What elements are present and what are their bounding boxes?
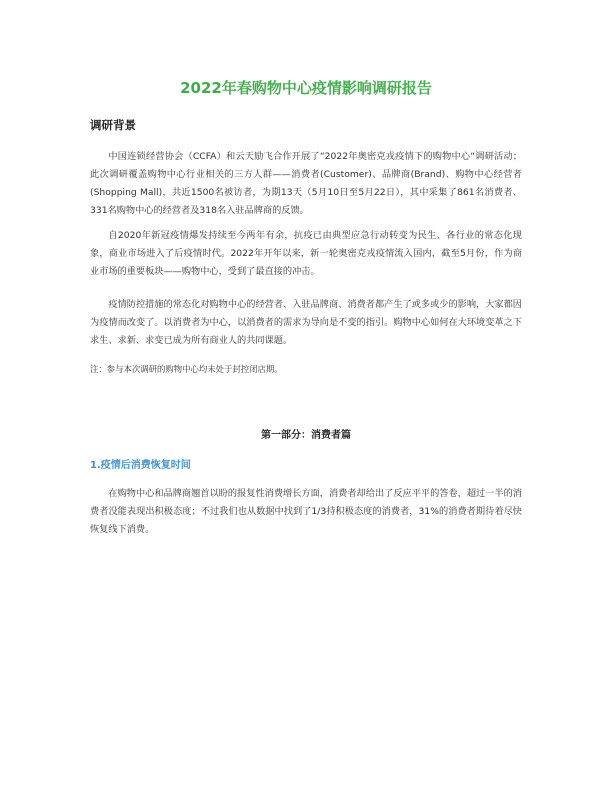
recovery-time-heading: 1.疫情后消费恢复时间 <box>90 460 191 471</box>
recovery-time-paragraph: 在购物中心和品牌商翘首以盼的报复性消费增长方面，消费者却给出了反应平平的答卷，超过一半的消费者没能表现出积极态度；不过我们也从数据中找到了1/3持积极态度的消费者，31%的消费者期待着尽快恢复线下消费。 <box>90 488 522 535</box>
background-heading: 调研背景 <box>90 118 136 132</box>
background-paragraph-3: 疫情防控措施的常态化对购物中心的经营者、入驻品牌商、消费者都产生了或多或少的影响，大家都因为疫情而改变了。以消费者为中心，以消费者的需求为导向是不变的指引。购物中心如何在大环境变革之下求生、求新、求变已成为所有商业人的共同课题。 <box>90 299 522 346</box>
background-paragraph-1: 中国连锁经营协会（CCFA）和云天励飞合作开展了“2022年奥密克戎疫情下的购物中心“调研活动；此次调研覆盖购物中心行业相关的三方人群——消费者(Customer)、品牌商(Brand)、购物中心经营者(Shopping Mall)，共近1500名被访者，为期13天（5月10日至5月22日），其中采集了861名消费者、331名购物中心的经营者及318名入驻品牌商的反馈。 <box>90 151 522 216</box>
part-one-title: 第一部分：消费者篇 <box>261 430 351 441</box>
background-paragraph-2: 自2020年新冠疫情爆发持续至今两年有余，抗疫已由典型应急行动转变为民生、各行业的常态化现象，商业市场进入了后疫情时代。2022年开年以来，新一轮奥密克戎疫情流入国内，截至5月份，作为商业市场的重要板块——购物中心，受到了最直接的冲击。 <box>90 230 522 277</box>
survey-note: 注：参与本次调研的购物中心均未处于封控闭店期。 <box>90 364 283 374</box>
report-title: 2022年春购物中心疫情影响调研报告 <box>180 79 432 97</box>
